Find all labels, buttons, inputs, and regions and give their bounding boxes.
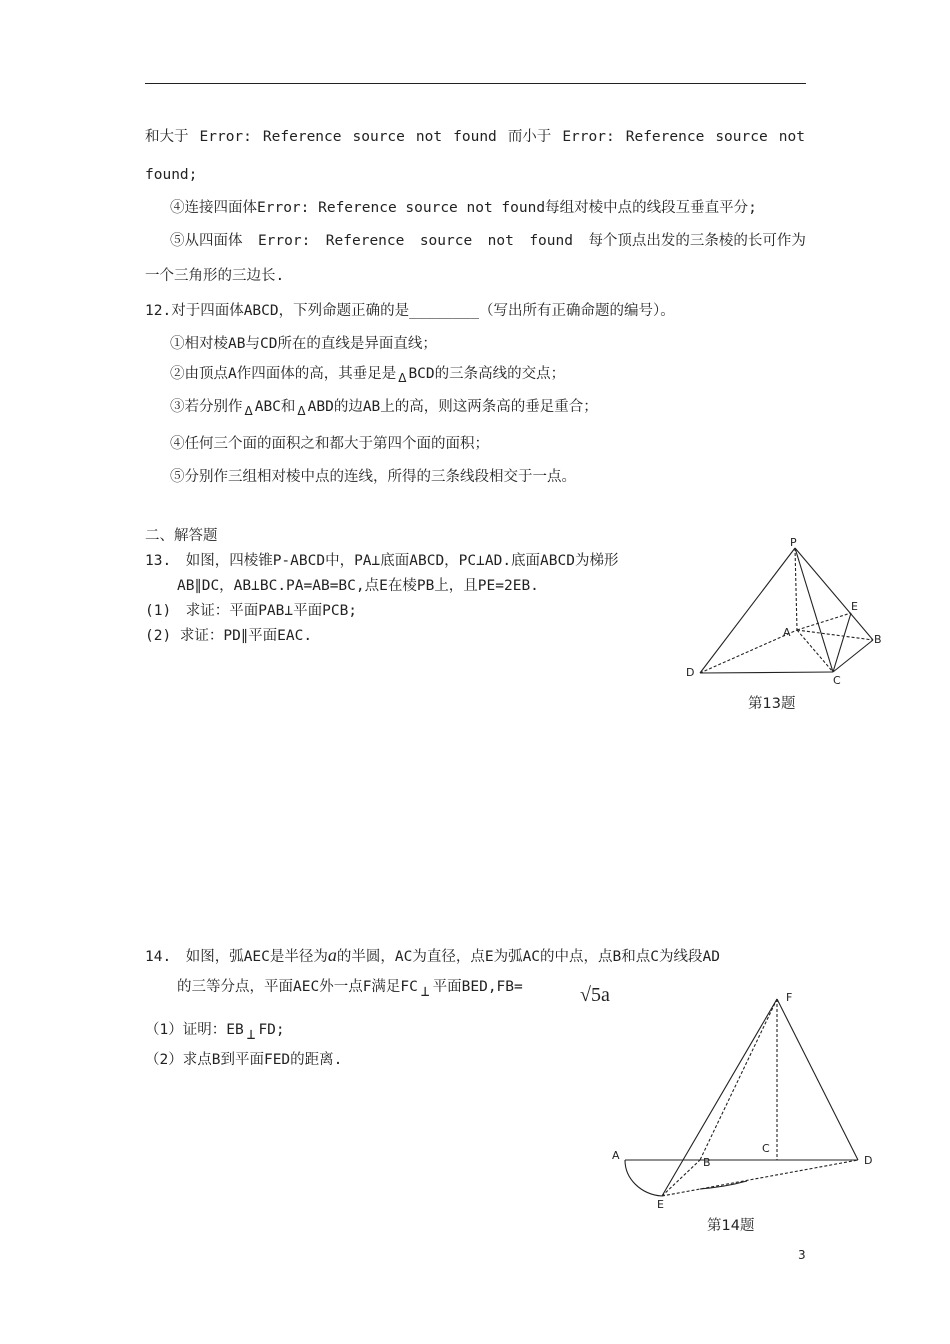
edge-fe (662, 999, 777, 1196)
triangle-symbol: Δ (398, 371, 407, 385)
label-d: D (686, 666, 695, 679)
q14-line-2: 的三等分点，平面AEC外一点F满足FC ⊥ 平面BED,FB= (177, 979, 523, 1000)
q12-option-5: ⑤分别作三组相对棱中点的连线，所得的三条线段相交于一点。 (170, 469, 576, 485)
fb-value: √5a (580, 984, 610, 1006)
q12-stem: 12.对于四面体ABCD，下列命题正确的是________（写出所有正确命题的编号）。 (145, 303, 675, 319)
q12-option-1: ①相对棱AB与CD所在的直线是异面直线； (170, 336, 437, 352)
prev-item-5: ⑤从四面体 Error: Reference source not found 每个顶点出发的三条棱的长可作为 (170, 233, 806, 249)
q13-line-1: 13. 如图，四棱锥P-ABCD中，PA⊥底面ABCD，PC⊥AD.底面ABCD为梯形 (145, 553, 619, 569)
label-f: F (786, 991, 793, 1004)
variable-a: a (327, 945, 337, 965)
label-b: B (874, 633, 882, 646)
perp-symbol: ⊥ (246, 1027, 256, 1043)
semicircle-arc (625, 1160, 662, 1196)
page-number: 3 (798, 1248, 806, 1262)
section-heading: 二、解答题 (145, 528, 218, 544)
q13-line-2: AB∥DC，AB⊥BC.PA=AB=BC,点E在棱PB上，且PE=2EB. (177, 578, 539, 594)
q12-option-4: ④任何三个面的面积之和都大于第四个面的面积； (170, 436, 489, 452)
prev-item-5-cont: 一个三角形的三边长. (145, 268, 285, 284)
edge-fd (777, 999, 858, 1160)
label-e: E (657, 1198, 664, 1211)
triangle-symbol: Δ (244, 404, 253, 418)
edge-ed (662, 1160, 858, 1196)
label-d: D (864, 1154, 873, 1167)
label-e: E (851, 600, 858, 613)
q14-line-1: 14. 如图，弧AEC是半径为a的半圆，AC为直径，点E为弧AC的中点，点B和点C为线段AD (145, 945, 720, 965)
q14-part-2: （2）求点B到平面FED的距离. (145, 1052, 343, 1068)
label-c: C (833, 674, 841, 687)
triangle-symbol: Δ (297, 404, 306, 418)
q12-option-3: ③若分别作 $_\Delta$ ABC和 $_\Delta$ ABD的边AB上的高，则这两条高的垂足重合； (170, 399, 598, 418)
continued-line-1: 和大于 Error: Reference source not found 而小于 Error: Reference source not (145, 129, 805, 145)
q12-option-2: ②由顶点A作四面体的高，其垂足是 $_\Delta$ BCD的三条高线的交点； (170, 366, 566, 385)
label-p: P (790, 536, 797, 549)
q14-part-1: （1）证明：EB ⊥ FD; (145, 1022, 285, 1043)
q13-caption: 第13题 (748, 696, 796, 712)
label-a: A (612, 1149, 620, 1162)
q14-caption: 第14题 (707, 1218, 755, 1234)
edge-fb (700, 999, 777, 1160)
q13-part-2: (2) 求证：PD∥平面EAC. (145, 628, 313, 644)
q13-part-1: (1) 求证：平面PAB⊥平面PCB; (145, 603, 358, 619)
perp-symbol: ⊥ (420, 984, 430, 1000)
label-b: B (703, 1156, 711, 1169)
label-a: A (783, 626, 791, 639)
prev-item-4: ④连接四面体Error: Reference source not found每组对棱中点的线段互垂直平分; (170, 200, 757, 216)
continued-line-2: found; (145, 167, 198, 183)
label-c: C (762, 1142, 770, 1155)
